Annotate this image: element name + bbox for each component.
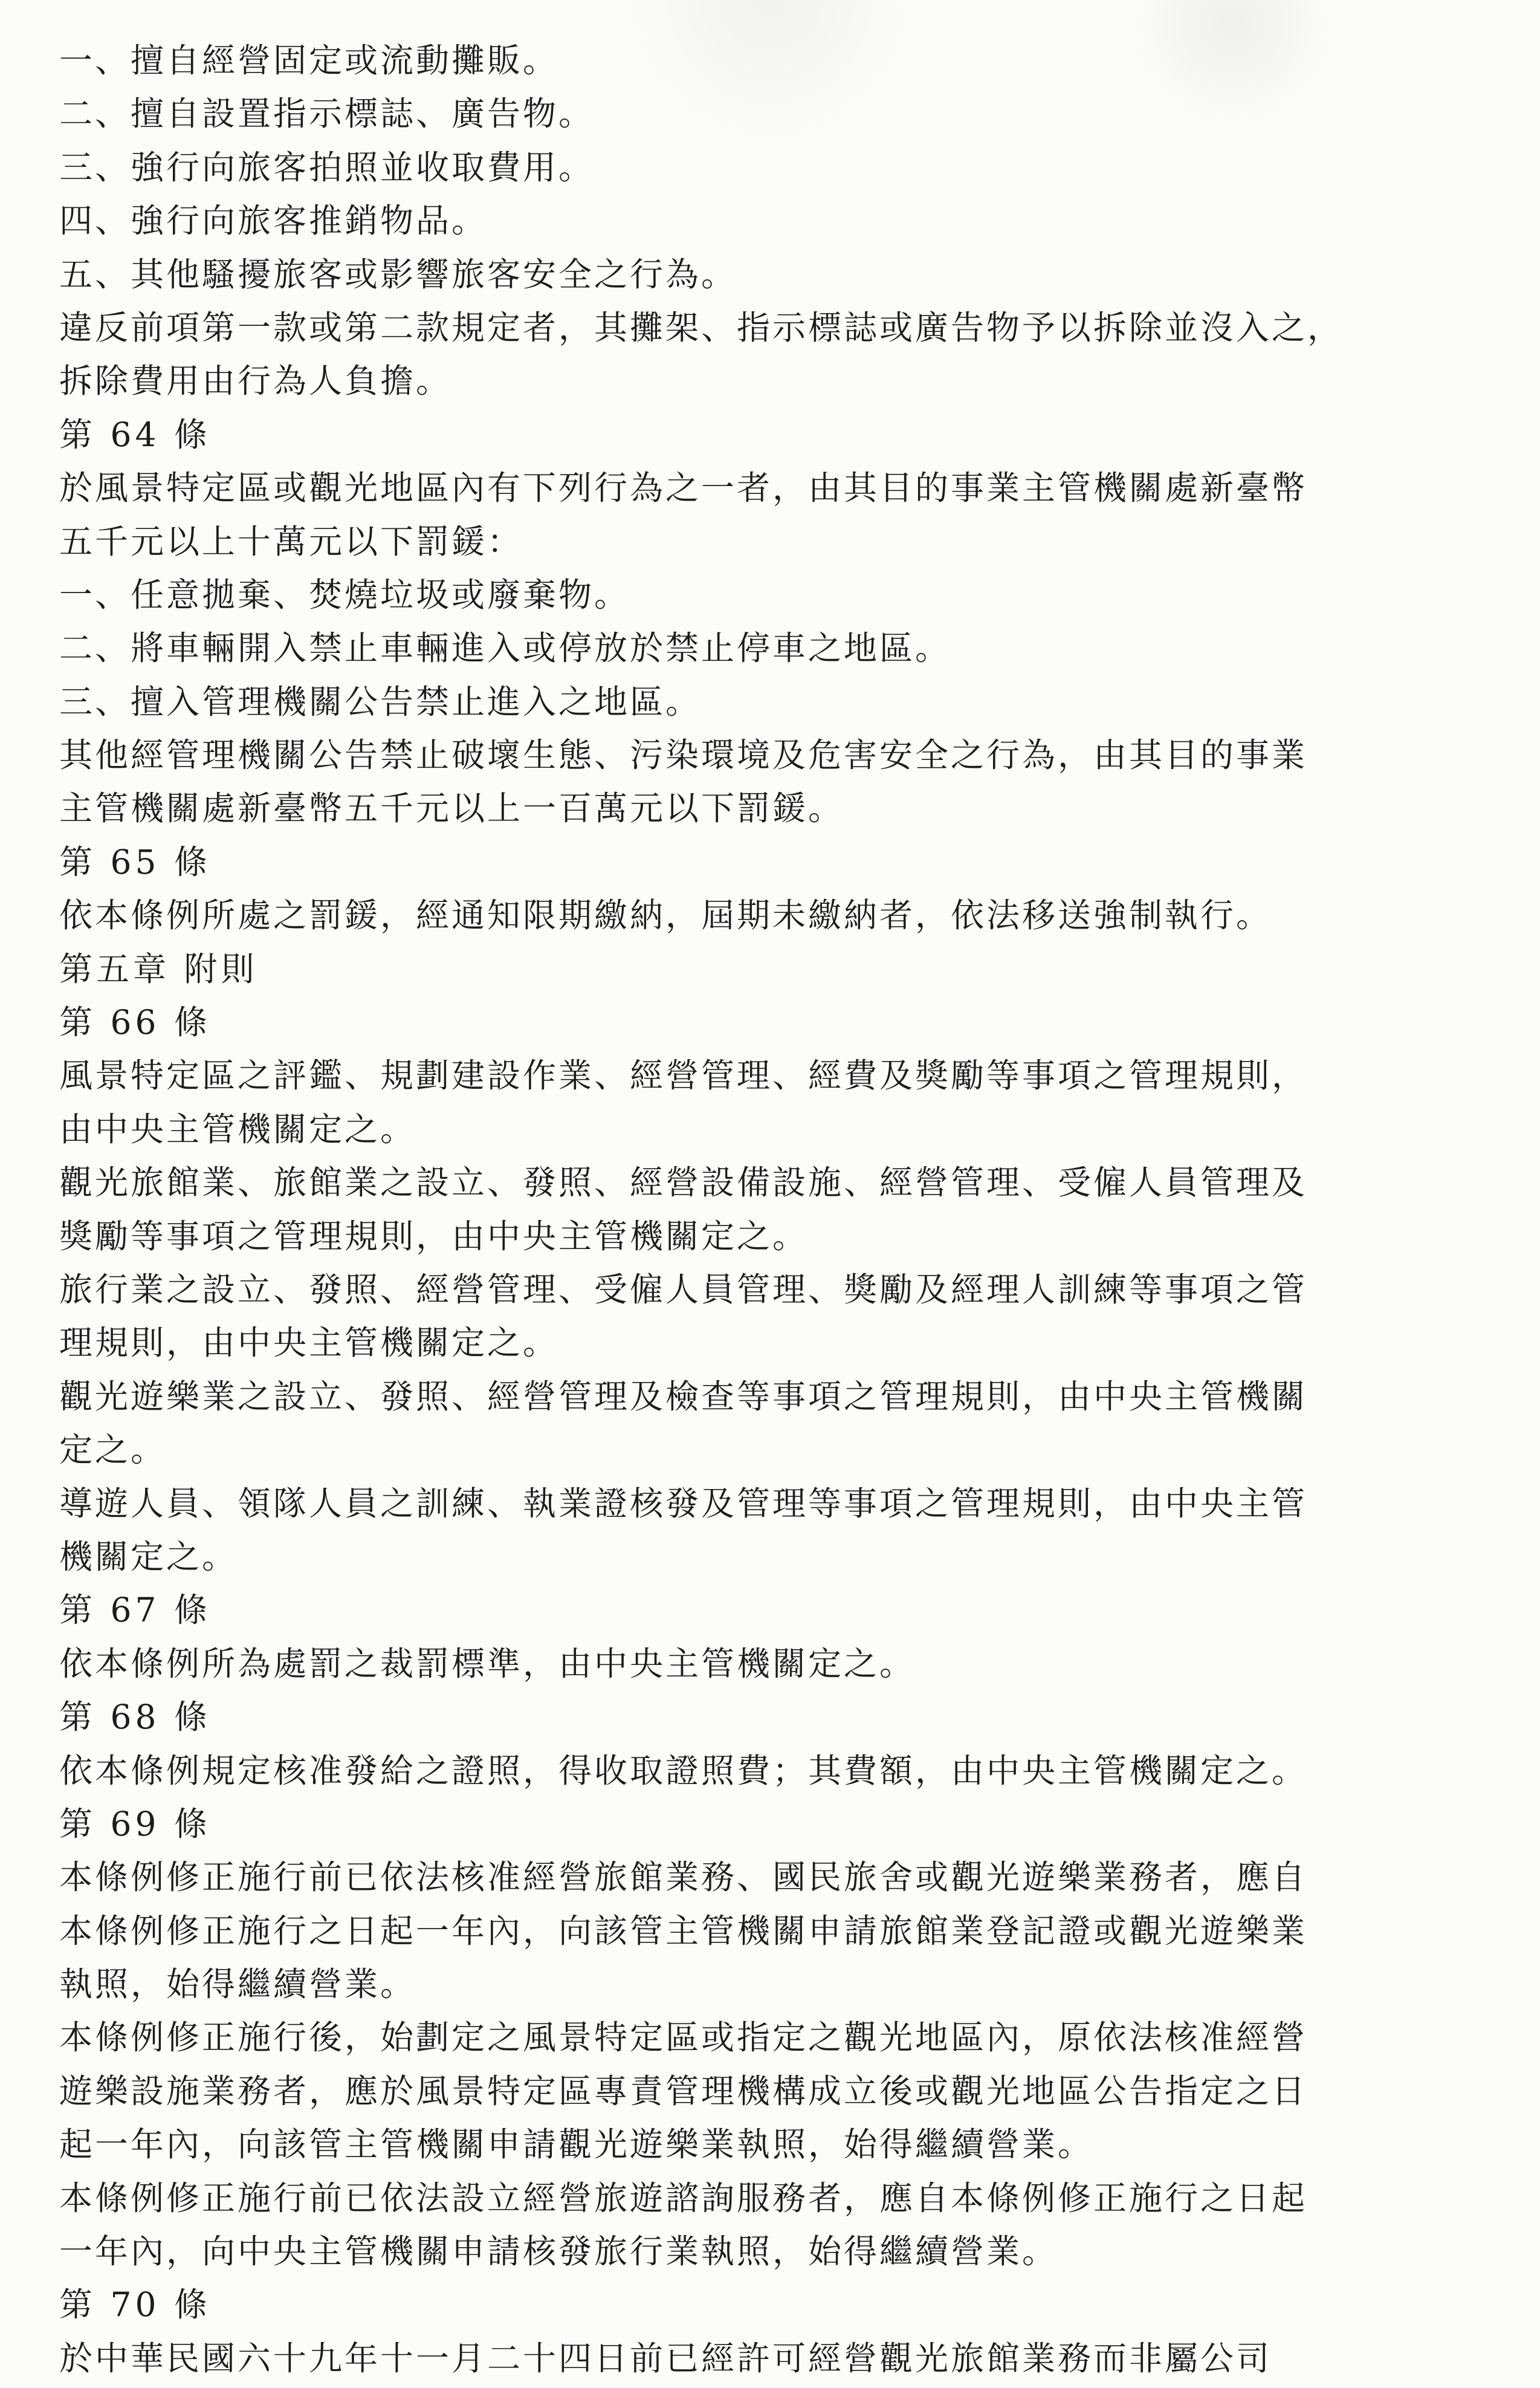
text-line: 其他經管理機關公告禁止破壞生態、污染環境及危害安全之行為，由其目的事業 [59,736,1308,775]
article-heading: 第 67 條 [59,1591,211,1630]
text-line: 依本條例所為處罰之裁罰標準，由中央主管機關定之。 [59,1644,916,1683]
text-line: 由中央主管機關定之。 [59,1109,416,1149]
text-line: 執照，始得繼續營業。 [59,1965,416,2004]
text-line: 五千元以上十萬元以下罰鍰： [59,522,523,561]
text-line: 三、強行向旅客拍照並收取費用。 [59,148,595,187]
text-line: 違反前項第一款或第二款規定者，其攤架、指示標誌或廣告物予以拆除並沒入之， [59,308,1344,347]
text-line: 本條例修正施行前已依法設立經營旅遊諮詢服務者，應自本條例修正施行之日起 [59,2178,1308,2218]
text-line: 二、將車輛開入禁止車輛進入或停放於禁止停車之地區。 [59,629,951,668]
text-line: 觀光遊樂業之設立、發照、經營管理及檢查等事項之管理規則，由中央主管機關 [59,1377,1308,1416]
text-line: 四、強行向旅客推銷物品。 [59,201,488,241]
text-line: 旅行業之設立、發照、經營管理、受僱人員管理、獎勵及經理人訓練等事項之管 [59,1270,1308,1309]
text-line: 於風景特定區或觀光地區內有下列行為之一者，由其目的事業主管機關處新臺幣 [59,469,1308,508]
text-line: 本條例修正施行後，始劃定之風景特定區或指定之觀光地區內，原依法核准經營 [59,2018,1308,2057]
article-heading: 第 69 條 [59,1804,211,1843]
text-line: 一、任意拋棄、焚燒垃圾或廢棄物。 [59,575,630,614]
text-line: 五、其他騷擾旅客或影響旅客安全之行為。 [59,255,737,294]
text-line: 一年內，向中央主管機關申請核發旅行業執照，始得繼續營業。 [59,2232,1058,2271]
text-line: 理規則，由中央主管機關定之。 [59,1323,559,1363]
text-line: 三、擅入管理機關公告禁止進入之地區。 [59,682,702,721]
text-line: 遊樂設施業務者，應於風景特定區專責管理機構成立後或觀光地區公告指定之日 [59,2071,1308,2111]
text-line: 定之。 [59,1430,167,1470]
text-line: 風景特定區之評鑑、規劃建設作業、經營管理、經費及獎勵等事項之管理規則， [59,1056,1308,1095]
text-line: 拆除費用由行為人負擔。 [59,362,452,401]
text-line: 獎勵等事項之管理規則，由中央主管機關定之。 [59,1216,809,1256]
regulation-text-body [59,34,1467,2385]
text-line: 依本條例規定核准發給之證照，得收取證照費；其費額，由中央主管機關定之。 [59,1751,1308,1790]
article-heading: 第 65 條 [59,842,211,881]
text-line: 依本條例所處之罰鍰，經通知限期繳納，屆期未繳納者，依法移送強制執行。 [59,896,1272,935]
text-line: 主管機關處新臺幣五千元以上一百萬元以下罰鍰。 [59,789,844,828]
text-line: 一、擅自經營固定或流動攤販。 [59,41,559,80]
text-line: 本條例修正施行前已依法核准經營旅館業務、國民旅舍或觀光遊樂業務者，應自 [59,1858,1308,1897]
text-line: 二、擅自設置指示標誌、廣告物。 [59,94,595,134]
article-heading: 第 68 條 [59,1698,211,1737]
text-line: 本條例修正施行之日起一年內，向該管主管機關申請旅館業登記證或觀光遊樂業 [59,1911,1308,1950]
article-heading: 第 70 條 [59,2285,211,2325]
text-line: 導遊人員、領隊人員之訓練、執業證核發及管理等事項之管理規則，由中央主管 [59,1484,1308,1523]
text-line: 於中華民國六十九年十一月二十四日前已經許可經營觀光旅館業務而非屬公司 [59,2338,1272,2378]
article-heading: 第 66 條 [59,1003,211,1042]
text-line: 機關定之。 [59,1537,238,1576]
chapter-heading: 第五章 附則 [59,949,258,988]
text-line: 觀光旅館業、旅館業之設立、發照、經營設備設施、經營管理、受僱人員管理及 [59,1163,1308,1202]
text-line: 起一年內，向該管主管機關申請觀光遊樂業執照，始得繼續營業。 [59,2125,1094,2164]
article-heading: 第 64 條 [59,415,211,454]
